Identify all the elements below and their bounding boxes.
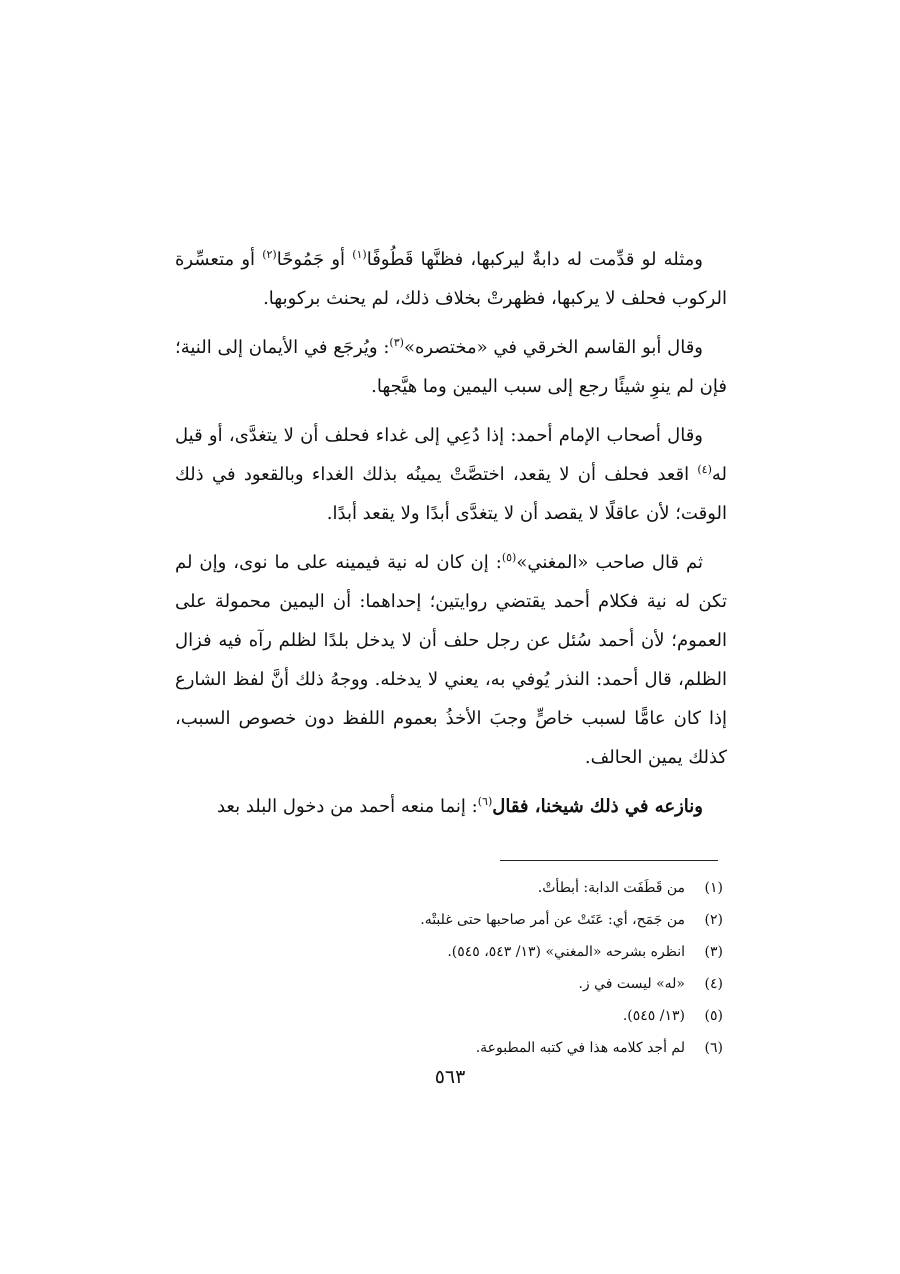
footnote-item xyxy=(175,904,723,936)
paragraph xyxy=(175,240,727,318)
footnote-item xyxy=(175,968,723,1000)
footnotes-list xyxy=(175,872,723,1064)
footnote-item xyxy=(175,872,723,904)
bold-phrase: ونازعه في ذلك شيخنا، فقال xyxy=(492,796,703,817)
paragraph-text: : إنما منعه أحمد من دخول البلد بعد xyxy=(216,796,478,817)
footnote-number: (٦) xyxy=(704,1040,723,1056)
footnote-item xyxy=(175,1032,723,1064)
footnote-ref: (١) xyxy=(352,248,367,261)
paragraph-text: وقال أبو القاسم الخرقي في «مختصره» xyxy=(403,337,703,358)
footnote-number: (٥) xyxy=(704,1008,723,1024)
footnote-item xyxy=(175,936,723,968)
paragraph-text: أو متعسِّرة الركوب فحلف لا يركبها، فظهرتْ بخلاف ذلك، لم يحنث بركوبها. xyxy=(175,249,727,309)
paragraph-text: : إن كان له نية فيمينه على ما نوى، وإن لم تكن له نية فكلام أحمد يقتضي روايتين؛ إحداهما: أن اليمين محمولة على العموم؛ لأن أحمد سُئل عن رجل حلف أن لا يدخل بلدًا لظلم رآه فيه فزال الظلم، قال أحمد: النذر يُوفي به، يعني لا يدخله. ووجهُ ذلك أنَّ لفظ الشارع إذا كان عامًّا لسبب خاصٍّ وجبَ الأخذُ بعموم اللفظ دون خصوص السبب، كذلك يمين الحالف. xyxy=(175,552,727,768)
paragraph-text: : ويُرجَع في الأيمان إلى النية؛ فإن لم ينوِ شيئًا رجع إلى سبب اليمين وما هيَّجها. xyxy=(175,337,727,397)
footnote-text: لم أجد كلامه هذا في كتبه المطبوعة. xyxy=(475,1040,685,1056)
footnote-ref: (٢) xyxy=(262,248,277,261)
footnote-number: (١) xyxy=(704,880,723,896)
footnote-text: انظره بشرحه «المغني» (١٣/ ٥٤٣، ٥٤٥). xyxy=(447,944,685,960)
paragraph xyxy=(175,416,727,533)
footnote-text: «له» ليست في ز. xyxy=(578,976,685,992)
paragraph-text: وقال أصحاب الإمام أحمد: إذا دُعِي إلى غداء فحلف أن لا يتغدَّى، أو قيل له xyxy=(175,425,727,485)
paragraph xyxy=(175,328,727,406)
footnote-item xyxy=(175,1000,723,1032)
footnote-text: من قَطَفَت الدابة: أبطأتْ. xyxy=(537,880,685,896)
footnote-text: من جَمَح، أي: عَتَتْ عن أمر صاحبها حتى غلبتْه. xyxy=(420,912,685,928)
footnote-ref: (٤) xyxy=(697,463,712,476)
footnote-ref: (٣) xyxy=(389,336,404,349)
paragraph-text: اقعد فحلف أن لا يقعد، اختصَّتْ يمينُه بذلك الغداء وبالقعود في ذلك الوقت؛ لأن عاقلًا لا يقصد أن لا يتغدَّى أبدًا ولا يقعد أبدًا. xyxy=(175,464,727,524)
footnote-number: (٢) xyxy=(704,912,723,928)
footnote-number: (٣) xyxy=(704,944,723,960)
paragraph xyxy=(175,543,727,777)
paragraph-text: أو جَمُوحًا xyxy=(276,249,353,270)
footnote-number: (٤) xyxy=(704,976,723,992)
footnote-ref: (٥) xyxy=(501,551,517,564)
paragraph-text: ومثله لو قدِّمت له دابةٌ ليركبها، فظنَّها قَطُوفًا xyxy=(366,249,703,270)
footnote-text: (١٣/ ٥٤٥). xyxy=(622,1008,685,1024)
footnote-ref: (٦) xyxy=(477,795,493,808)
paragraph-text: ثم قال صاحب «المغني» xyxy=(516,552,703,573)
footnote-separator xyxy=(500,860,718,861)
main-text xyxy=(175,240,727,836)
paragraph xyxy=(175,787,727,826)
page-number: ٥٦٣ xyxy=(434,1066,466,1088)
